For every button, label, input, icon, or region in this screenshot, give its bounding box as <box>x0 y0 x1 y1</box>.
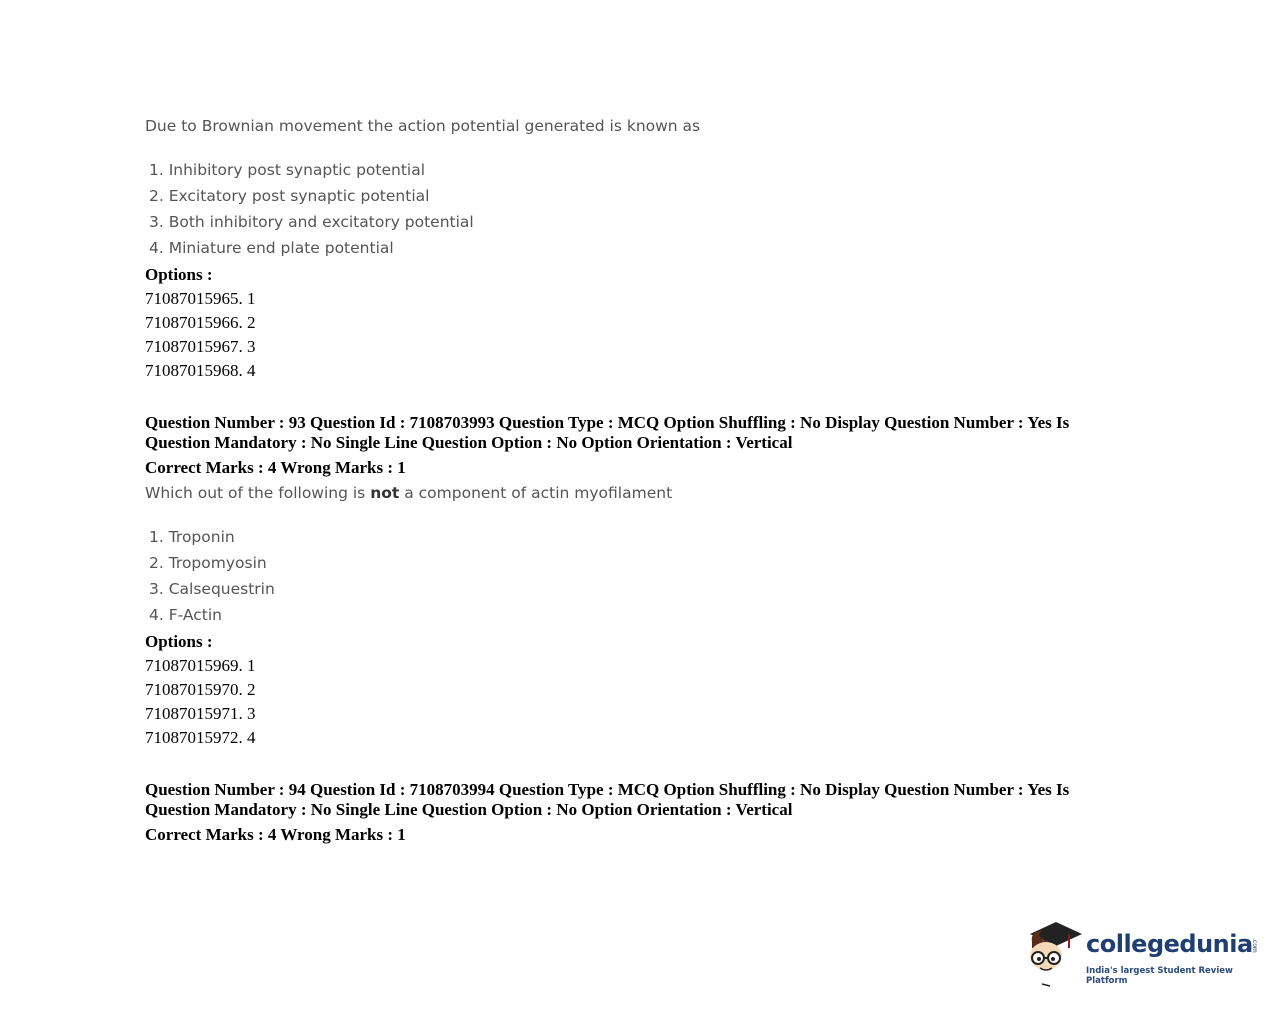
answer-choice: 2. Excitatory post synaptic potential <box>149 187 430 205</box>
answer-choice: 3. Calsequestrin <box>149 580 275 598</box>
question-text <box>145 484 672 502</box>
marks-line: Correct Marks : 4 Wrong Marks : 1 <box>145 458 406 477</box>
option-id: 71087015972. 4 <box>145 728 256 747</box>
options-heading: Options : <box>145 632 213 651</box>
question-text-start: Which out of the following is <box>145 484 371 502</box>
answer-choice: 4. Miniature end plate potential <box>149 239 394 257</box>
option-id: 71087015965. 1 <box>145 289 256 308</box>
option-id: 71087015971. 3 <box>145 704 256 723</box>
options-heading: Options : <box>145 265 213 284</box>
answer-choice: 2. Tropomyosin <box>149 554 267 572</box>
option-id: 71087015968. 4 <box>145 361 256 380</box>
option-id: 71087015966. 2 <box>145 313 256 332</box>
answer-choice: 1. Inhibitory post synaptic potential <box>149 161 426 179</box>
option-id: 71087015969. 1 <box>145 656 256 675</box>
logo-tagline: India's largest Student Review Platform <box>1086 966 1233 986</box>
mascot-icon <box>1022 916 1084 992</box>
option-id: 71087015970. 2 <box>145 680 256 699</box>
logo-domain: .com <box>1251 938 1258 953</box>
option-id: 71087015967. 3 <box>145 337 256 356</box>
question-text-emphasis: not <box>370 484 400 502</box>
question-meta: Question Number : 94 Question Id : 7108703994 Question Type : MCQ Option Shuffling : No Display Question Number : Yes Is Question Mandatory : No Single Line Question Option : No Option Orientation : Vertical <box>145 780 1070 819</box>
logo-wordmark: collegedunia <box>1086 930 1253 958</box>
question-text: Due to Brownian movement the action potential generated is known as <box>145 117 701 135</box>
question-text-end: a component of actin myofilament <box>399 484 673 502</box>
answer-choice: 4. F-Actin <box>149 606 222 624</box>
marks-line: Correct Marks : 4 Wrong Marks : 1 <box>145 825 406 844</box>
answer-choice: 3. Both inhibitory and excitatory potential <box>149 213 474 231</box>
answer-choice: 1. Troponin <box>149 528 235 546</box>
collegedunia-logo <box>1022 916 1262 992</box>
question-meta: Question Number : 93 Question Id : 7108703993 Question Type : MCQ Option Shuffling : No Display Question Number : Yes Is Question Mandatory : No Single Line Question Option : No Option Orientation : Vertical <box>145 413 1070 452</box>
